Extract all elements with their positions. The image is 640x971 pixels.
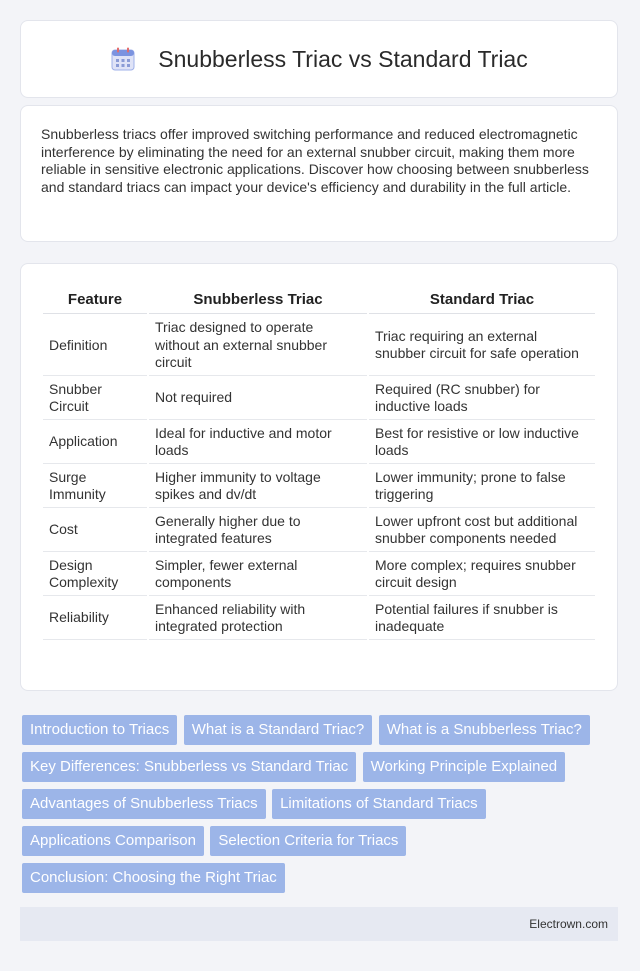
topic-tag[interactable]: What is a Snubberless Triac?	[379, 715, 590, 745]
page-title: Snubberless Triac vs Standard Triac	[158, 45, 528, 72]
table-row	[43, 316, 595, 376]
calendar-icon	[110, 46, 136, 72]
cell-standard: Potential failures if snubber is inadequate	[369, 598, 595, 640]
cell-snubberless: Not required	[149, 378, 367, 420]
cell-snubberless: Triac designed to operate without an external snubber circuit	[149, 316, 367, 376]
cell-standard: Required (RC snubber) for inductive loads	[369, 378, 595, 420]
cell-feature: Design Complexity	[43, 554, 147, 596]
cell-snubberless: Enhanced reliability with integrated protection	[149, 598, 367, 640]
cell-standard: More complex; requires snubber circuit design	[369, 554, 595, 596]
topic-tag[interactable]: Introduction to Triacs	[22, 715, 177, 745]
cell-snubberless: Simpler, fewer external components	[149, 554, 367, 596]
cell-standard: Lower immunity; prone to false triggering	[369, 466, 595, 508]
title-card	[20, 20, 618, 98]
table-row	[43, 466, 595, 508]
cell-standard: Lower upfront cost but additional snubber components needed	[369, 510, 595, 552]
table-row	[43, 598, 595, 640]
footer-source: Electrown.com	[529, 917, 608, 931]
column-header-snubberless: Snubberless Triac	[149, 286, 367, 314]
table-row	[43, 378, 595, 420]
topic-tag[interactable]: Applications Comparison	[22, 826, 204, 856]
column-header-standard: Standard Triac	[369, 286, 595, 314]
cell-standard: Triac requiring an external snubber circuit for safe operation	[369, 316, 595, 376]
topic-tag[interactable]: Working Principle Explained	[363, 752, 565, 782]
cell-snubberless: Ideal for inductive and motor loads	[149, 422, 367, 464]
intro-text: Snubberless triacs offer improved switching performance and reduced electromagnetic interference by eliminating the need for an external snubber circuit, making them more reliable in sensitive electronic applications. Discover how choosing between snubberless and standard triacs can impact your device's efficiency and durability in the full article.	[41, 126, 589, 195]
topic-tag[interactable]: Conclusion: Choosing the Right Triac	[22, 863, 285, 893]
topic-tag[interactable]: Selection Criteria for Triacs	[210, 826, 406, 856]
comparison-table	[41, 284, 597, 642]
table-row	[43, 422, 595, 464]
cell-snubberless: Generally higher due to integrated features	[149, 510, 367, 552]
intro-card	[20, 105, 618, 242]
cell-feature: Cost	[43, 510, 147, 552]
table-header-row	[43, 286, 595, 314]
comparison-table-card	[20, 263, 618, 691]
cell-feature: Definition	[43, 316, 147, 376]
topic-tags	[22, 715, 612, 900]
cell-feature: Snubber Circuit	[43, 378, 147, 420]
cell-snubberless: Higher immunity to voltage spikes and dv/dt	[149, 466, 367, 508]
column-header-feature: Feature	[43, 286, 147, 314]
cell-feature: Application	[43, 422, 147, 464]
cell-feature: Surge Immunity	[43, 466, 147, 508]
table-row	[43, 554, 595, 596]
topic-tag[interactable]: What is a Standard Triac?	[184, 715, 373, 745]
topic-tag[interactable]: Advantages of Snubberless Triacs	[22, 789, 266, 819]
table-row	[43, 510, 595, 552]
topic-tag[interactable]: Key Differences: Snubberless vs Standard Triac	[22, 752, 356, 782]
cell-feature: Reliability	[43, 598, 147, 640]
cell-standard: Best for resistive or low inductive loads	[369, 422, 595, 464]
topic-tag[interactable]: Limitations of Standard Triacs	[272, 789, 486, 819]
footer	[20, 907, 618, 941]
